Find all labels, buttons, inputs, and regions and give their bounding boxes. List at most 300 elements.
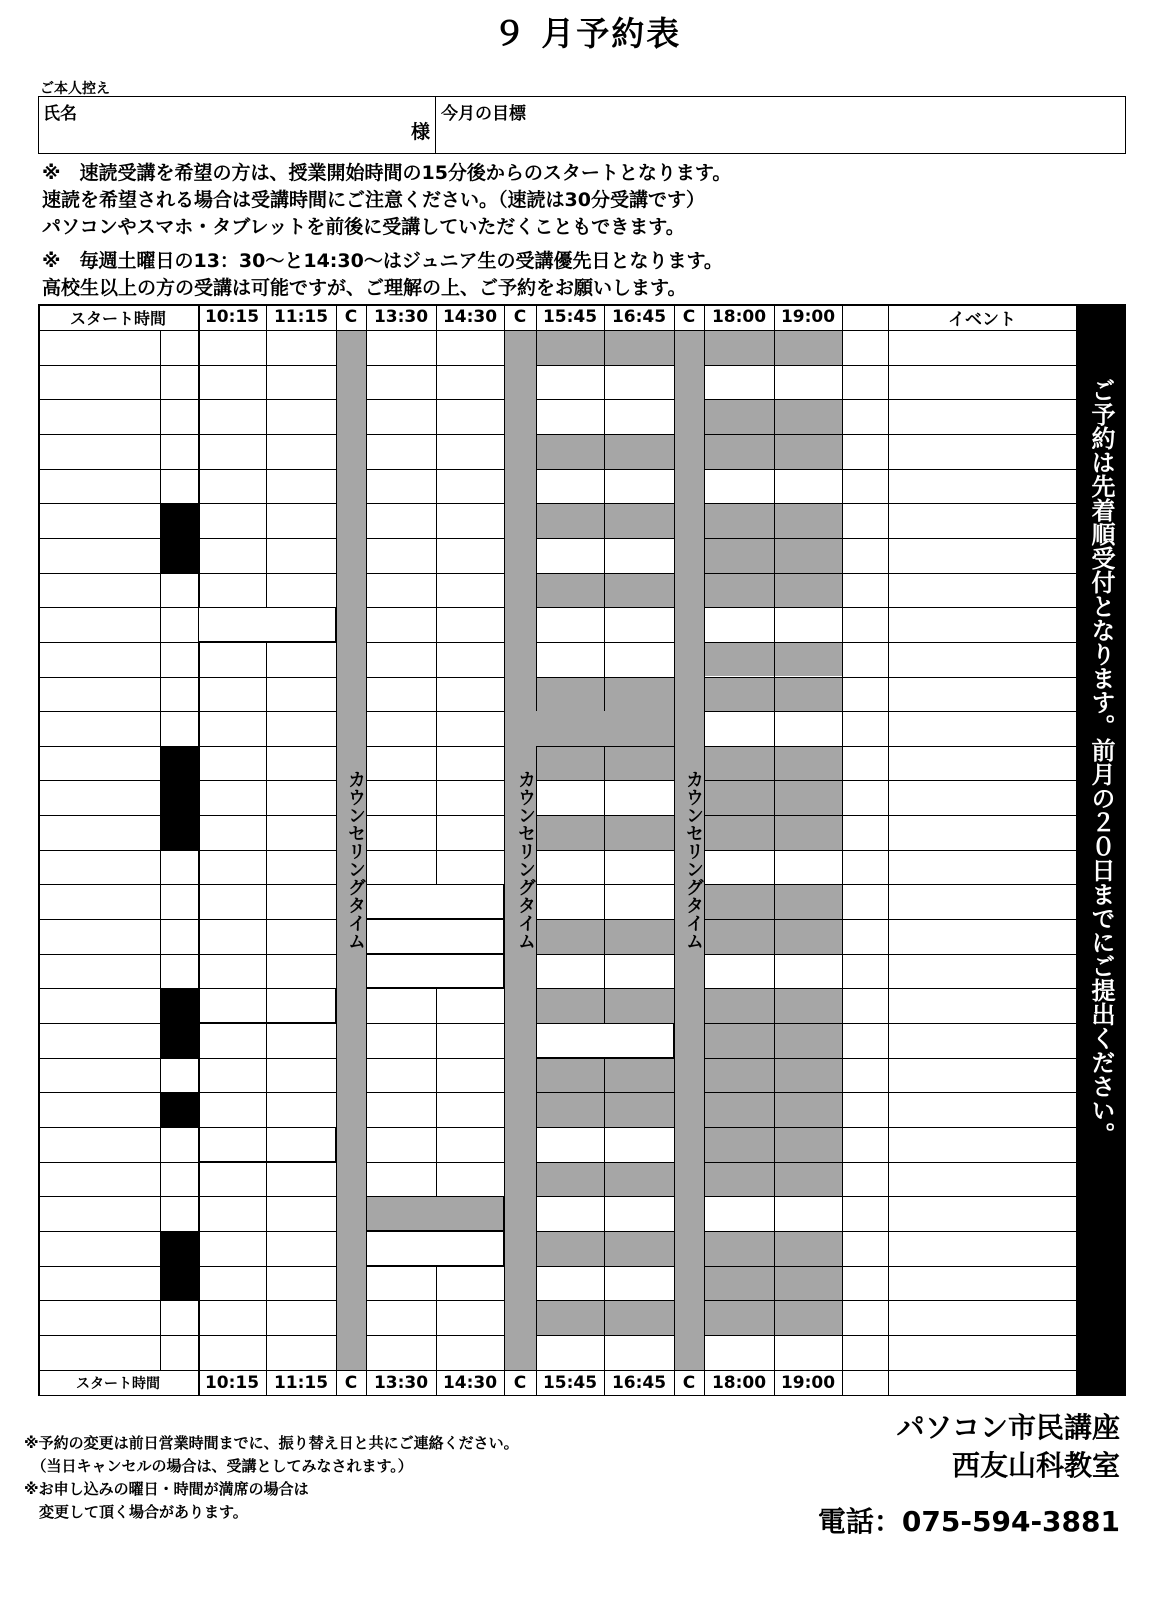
event-label xyxy=(888,850,1076,885)
row-line xyxy=(366,399,504,400)
boxed-slot-1330 xyxy=(366,954,504,989)
weekday-label xyxy=(160,815,198,850)
row-line xyxy=(704,434,1076,435)
row-line xyxy=(366,746,504,747)
counseling-label-2: カウンセリングタイム xyxy=(683,769,704,950)
note-line-5: 高校生以上の方の受講は可能ですが、ご理解の上、ご予約をお願いします。 xyxy=(42,277,687,299)
event-label xyxy=(888,1127,1076,1162)
header-time-4: 14:30 xyxy=(442,307,498,327)
row-line xyxy=(536,469,674,470)
row-line xyxy=(704,642,1076,643)
event-label xyxy=(888,988,1076,1023)
event-label xyxy=(888,538,1076,573)
gray-slot-1800 xyxy=(704,330,842,365)
event-label xyxy=(888,1023,1076,1058)
row-line xyxy=(536,1231,674,1232)
footer-line xyxy=(38,1370,1076,1372)
junior-slot-1330 xyxy=(366,746,436,781)
gray-slot-1800 xyxy=(704,1127,842,1162)
weekday-label xyxy=(160,1023,198,1058)
study-text xyxy=(366,1196,504,1231)
gray-slot-1800 xyxy=(704,746,842,781)
junior-slot-1430 xyxy=(436,988,504,1023)
weekday-label xyxy=(160,988,198,1023)
gray-slot-1800 xyxy=(704,780,842,815)
event-label xyxy=(888,919,1076,954)
date-label xyxy=(68,954,158,989)
junior-slot-1330 xyxy=(366,988,436,1023)
brand-branch: 西友山科教室 xyxy=(951,1449,1120,1482)
sama-label: 様 xyxy=(411,121,431,143)
col-line xyxy=(774,304,775,1396)
row-line xyxy=(536,677,674,678)
footer-time-7: 16:45 xyxy=(611,1372,667,1393)
date-label xyxy=(68,434,158,469)
date-label xyxy=(68,1231,158,1266)
row-line xyxy=(366,1092,504,1093)
date-label xyxy=(68,988,158,1023)
day-number xyxy=(842,503,888,538)
counseling-label-1: カウンセリングタイム xyxy=(515,769,536,950)
row-line xyxy=(704,711,1076,712)
event-label xyxy=(888,330,1076,365)
phone-number: 電話：075-594-3881 xyxy=(817,1505,1120,1538)
event-label xyxy=(888,711,1076,746)
row-line xyxy=(38,711,336,712)
day-number xyxy=(842,954,888,989)
footer-time-2: C xyxy=(344,1372,358,1393)
row-line xyxy=(704,815,1076,816)
date-label xyxy=(68,1335,158,1370)
date-label xyxy=(68,711,158,746)
footer-time-5: C xyxy=(513,1372,527,1393)
gray-slot-1800 xyxy=(704,919,842,954)
row-line xyxy=(366,677,504,678)
gray-slot-1545 xyxy=(536,677,674,712)
weekday-label xyxy=(160,1162,198,1197)
footer-time-3: 13:30 xyxy=(373,1372,429,1393)
row-line xyxy=(704,1266,1076,1267)
event-label xyxy=(888,1335,1076,1370)
junior-slot-1430 xyxy=(436,746,504,781)
row-line xyxy=(704,1162,1076,1163)
event-label xyxy=(888,434,1076,469)
row-line xyxy=(704,919,1076,920)
day-number xyxy=(842,988,888,1023)
date-label xyxy=(68,573,158,608)
row-line xyxy=(38,780,336,781)
junior-slot-1430 xyxy=(436,503,504,538)
note-line-2: 速読を希望される場合は受講時間にご注意ください。（速読は30分受講です） xyxy=(42,189,705,211)
row-line xyxy=(536,988,674,989)
row-line xyxy=(704,884,1076,885)
weekday-label xyxy=(160,954,198,989)
weekday-label xyxy=(160,1266,198,1301)
row-line xyxy=(704,1196,1076,1197)
weekday-label xyxy=(160,780,198,815)
row-line xyxy=(366,1127,504,1128)
row-line xyxy=(536,573,674,574)
row-line xyxy=(366,1058,504,1059)
date-label xyxy=(68,399,158,434)
header-time-3: 13:30 xyxy=(373,307,429,327)
row-line xyxy=(704,780,1076,781)
footer-time-1: 11:15 xyxy=(273,1372,329,1393)
note-line-3: パソコンやスマホ・タブレットを前後に受講していただくこともできます。 xyxy=(42,216,685,238)
boxed-slot-1330 xyxy=(366,919,504,954)
footer-time-0: 10:15 xyxy=(204,1372,260,1393)
row-line xyxy=(704,988,1076,989)
row-line xyxy=(536,1335,674,1336)
row-line xyxy=(38,503,336,504)
row-line xyxy=(38,1335,336,1336)
date-label xyxy=(68,780,158,815)
row-line xyxy=(536,365,674,366)
row-line xyxy=(704,677,1076,678)
header-time-10: 19:00 xyxy=(780,307,836,327)
row-line xyxy=(38,434,336,435)
weekday-label xyxy=(160,607,198,642)
weekday-label xyxy=(160,711,198,746)
event-label xyxy=(888,1196,1076,1231)
gray-slot-1545 xyxy=(536,573,674,608)
header-time-9: 18:00 xyxy=(711,307,767,327)
boxed-slot-morning xyxy=(198,988,336,1023)
row-line xyxy=(38,746,336,747)
boxed-slot-1545 xyxy=(536,1023,674,1058)
gray-slot-1800 xyxy=(704,1023,842,1058)
gray-slot-1800 xyxy=(704,642,842,677)
footer-note-4: 変更して頂く場合があります。 xyxy=(24,1503,248,1521)
event-label xyxy=(888,469,1076,504)
footer-time-8: C xyxy=(682,1372,696,1393)
day-number xyxy=(842,746,888,781)
morning-event-label xyxy=(198,607,336,642)
row-line xyxy=(536,1196,674,1197)
gray-slot-1545 xyxy=(536,1300,674,1335)
row-line xyxy=(704,365,1076,366)
date-label xyxy=(68,815,158,850)
row-line xyxy=(536,1162,674,1163)
row-line xyxy=(536,780,674,781)
holiday-mark xyxy=(38,1092,68,1127)
weekday-label xyxy=(160,365,198,400)
row-line xyxy=(536,850,674,851)
day-number xyxy=(842,1023,888,1058)
row-line xyxy=(536,954,674,955)
row-line xyxy=(366,469,504,470)
row-line xyxy=(366,365,504,366)
junior-slot-1330 xyxy=(366,503,436,538)
weekday-label xyxy=(160,538,198,573)
event-label xyxy=(888,1300,1076,1335)
row-line xyxy=(366,1266,504,1267)
day-number xyxy=(842,919,888,954)
row-line xyxy=(704,954,1076,955)
event-label xyxy=(888,1231,1076,1266)
goal-label: 今月の目標 xyxy=(441,104,526,124)
name-goal-box xyxy=(38,96,1126,154)
row-line xyxy=(38,1023,336,1024)
weekday-label xyxy=(160,919,198,954)
row-line xyxy=(536,434,674,435)
copy-label: ご本人控え xyxy=(40,81,110,97)
event-label xyxy=(888,399,1076,434)
event-label xyxy=(888,677,1076,712)
day-number xyxy=(842,469,888,504)
day-number xyxy=(842,365,888,400)
row-line xyxy=(704,573,1076,574)
gray-slot-1800 xyxy=(704,1162,842,1197)
row-line xyxy=(38,538,336,539)
row-line xyxy=(704,1058,1076,1059)
col-line xyxy=(704,304,705,1396)
day-number xyxy=(842,330,888,365)
row-line xyxy=(366,850,504,851)
row-line xyxy=(366,711,504,712)
row-line xyxy=(366,1162,504,1163)
row-line xyxy=(536,503,674,504)
gray-slot-1800 xyxy=(704,815,842,850)
row-line xyxy=(38,573,336,574)
date-label xyxy=(68,330,158,365)
gray-slot-1800 xyxy=(704,884,842,919)
row-line xyxy=(38,1231,336,1232)
row-line xyxy=(38,1300,336,1301)
gray-slot-1800 xyxy=(704,1092,842,1127)
row-line xyxy=(704,1231,1076,1232)
gray-slot-1800 xyxy=(704,503,842,538)
weekday-label xyxy=(160,1127,198,1162)
gray-slot-1545 xyxy=(536,1058,674,1093)
gray-slot-1545 xyxy=(536,1162,674,1197)
row-line xyxy=(38,399,336,400)
gray-slot-1545 xyxy=(536,1231,674,1266)
row-line xyxy=(536,746,674,747)
top-border xyxy=(38,304,1076,306)
row-line xyxy=(366,1300,504,1301)
weekday-label xyxy=(160,642,198,677)
row-line xyxy=(704,538,1076,539)
date-label xyxy=(68,503,158,538)
header-time-5: C xyxy=(513,307,527,327)
brand-name: パソコン市民講座 xyxy=(896,1411,1120,1444)
row-line xyxy=(536,884,674,885)
weekday-divider xyxy=(160,330,161,1370)
holiday-mark xyxy=(38,815,68,850)
row-line xyxy=(38,469,336,470)
day-number xyxy=(842,642,888,677)
row-line xyxy=(38,1266,336,1267)
row-line xyxy=(38,815,336,816)
event-label xyxy=(888,1162,1076,1197)
col-line xyxy=(198,304,200,1396)
footer-time-4: 14:30 xyxy=(442,1372,498,1393)
gray-slot-1800 xyxy=(704,573,842,608)
footer-start-time: スタート時間 xyxy=(76,1375,160,1392)
row-line xyxy=(366,607,504,608)
row-line xyxy=(38,365,336,366)
name-label: 氏名 xyxy=(43,104,77,124)
weekday-label xyxy=(160,1300,198,1335)
row-line xyxy=(38,954,336,955)
row-line xyxy=(366,1023,504,1024)
footer-note-1: ※予約の変更は前日営業時間までに、振り替え日と共にご連絡ください。 xyxy=(24,1434,519,1452)
day-number xyxy=(842,711,888,746)
page-title: ９ 月予約表 xyxy=(492,14,682,53)
row-line xyxy=(38,677,336,678)
gray-slot-1545 xyxy=(536,434,674,469)
day-number xyxy=(842,1058,888,1093)
boxed-slot-morning xyxy=(198,1127,336,1162)
col-line xyxy=(888,304,889,1396)
footer-notes xyxy=(24,1432,519,1524)
row-line xyxy=(366,573,504,574)
day-number xyxy=(842,399,888,434)
row-line xyxy=(38,850,336,851)
row-line xyxy=(38,919,336,920)
gray-slot-1545 xyxy=(536,988,674,1023)
col-line xyxy=(38,304,40,1396)
gray-slot-1545 xyxy=(536,815,674,850)
day-number xyxy=(842,884,888,919)
header-time-8: C xyxy=(682,307,696,327)
row-line xyxy=(536,642,674,643)
row-line xyxy=(704,503,1076,504)
date-label xyxy=(68,1127,158,1162)
date-label xyxy=(68,538,158,573)
date-label xyxy=(68,1023,158,1058)
footer-note-2: （当日キャンセルの場合は、受講としてみなされます。） xyxy=(24,1457,413,1475)
header-line xyxy=(38,330,1076,331)
note-line-4: ※ 毎週土曜日の13：30～と14:30～はジュニア生の受講優先日となります。 xyxy=(42,250,723,272)
row-line xyxy=(366,815,504,816)
row-line xyxy=(38,884,336,885)
row-line xyxy=(704,1092,1076,1093)
row-line xyxy=(704,850,1076,851)
date-label xyxy=(68,1196,158,1231)
day-number xyxy=(842,1162,888,1197)
event-label xyxy=(888,365,1076,400)
date-label xyxy=(68,677,158,712)
day-number xyxy=(842,1127,888,1162)
weekday-label xyxy=(160,1231,198,1266)
day-number xyxy=(842,1196,888,1231)
weekday-label xyxy=(160,503,198,538)
gray-slot-1800 xyxy=(704,677,842,712)
reservation-table xyxy=(38,304,1126,1395)
gray-slot-1800 xyxy=(704,1058,842,1093)
event-label xyxy=(888,746,1076,781)
row-line xyxy=(366,503,504,504)
row-line xyxy=(366,642,504,643)
row-line xyxy=(536,399,674,400)
row-line xyxy=(366,988,504,989)
row-line xyxy=(536,1300,674,1301)
footer-note-3: ※お申し込みの曜日・時間が満席の場合は xyxy=(24,1480,309,1498)
weekday-label xyxy=(160,434,198,469)
date-label xyxy=(68,919,158,954)
footer-time-9: 18:00 xyxy=(711,1372,767,1393)
header-time-7: 16:45 xyxy=(611,307,667,327)
day-number xyxy=(842,538,888,573)
row-line xyxy=(38,642,336,643)
day-number xyxy=(842,607,888,642)
row-line xyxy=(366,434,504,435)
day-number xyxy=(842,1335,888,1370)
col-line xyxy=(842,304,843,1396)
event-label xyxy=(888,954,1076,989)
event-label xyxy=(888,573,1076,608)
date-label xyxy=(68,1092,158,1127)
row-line xyxy=(536,1266,674,1267)
row-line xyxy=(704,1023,1076,1024)
gray-slot-1545 xyxy=(536,330,674,365)
weekday-label xyxy=(160,677,198,712)
header-time-1: 11:15 xyxy=(273,307,329,327)
mtg-label xyxy=(536,711,674,746)
day-number xyxy=(842,434,888,469)
row-line xyxy=(38,1162,336,1163)
row-line xyxy=(704,469,1076,470)
weekday-label xyxy=(160,330,198,365)
col-line xyxy=(604,304,605,1396)
date-label xyxy=(68,850,158,885)
weekday-label xyxy=(160,573,198,608)
row-line xyxy=(38,1092,336,1093)
gray-slot-1545 xyxy=(536,503,674,538)
day-number xyxy=(842,677,888,712)
header-event: イベント xyxy=(948,309,1016,330)
header-start-time: スタート時間 xyxy=(69,308,166,328)
row-line xyxy=(704,746,1076,747)
row-line xyxy=(704,1300,1076,1301)
weekday-label xyxy=(160,746,198,781)
row-line xyxy=(536,1127,674,1128)
event-label xyxy=(888,884,1076,919)
weekday-label xyxy=(160,1196,198,1231)
gray-slot-1800 xyxy=(704,399,842,434)
bottom-border xyxy=(38,1395,1076,1397)
date-label xyxy=(68,1058,158,1093)
header-time-6: 15:45 xyxy=(542,307,598,327)
header-time-2: C xyxy=(344,307,358,327)
row-line xyxy=(704,1335,1076,1336)
day-number xyxy=(842,1300,888,1335)
row-line xyxy=(366,538,504,539)
day-number xyxy=(842,1231,888,1266)
day-number xyxy=(842,780,888,815)
row-line xyxy=(536,607,674,608)
row-line xyxy=(704,607,1076,608)
gray-slot-1800 xyxy=(704,1266,842,1301)
row-line xyxy=(536,538,674,539)
weekday-label xyxy=(160,1335,198,1370)
col-line xyxy=(536,304,537,1396)
event-label xyxy=(888,642,1076,677)
row-line xyxy=(704,399,1076,400)
footer-time-10: 19:00 xyxy=(780,1372,836,1393)
weekday-label xyxy=(160,884,198,919)
counseling-label-0: カウンセリングタイム xyxy=(345,769,366,950)
event-label xyxy=(888,1266,1076,1301)
weekday-label xyxy=(160,399,198,434)
day-number xyxy=(842,1266,888,1301)
gray-slot-1800 xyxy=(704,538,842,573)
boxed-slot-1330 xyxy=(366,884,504,919)
row-line xyxy=(38,1058,336,1059)
day-number xyxy=(842,815,888,850)
